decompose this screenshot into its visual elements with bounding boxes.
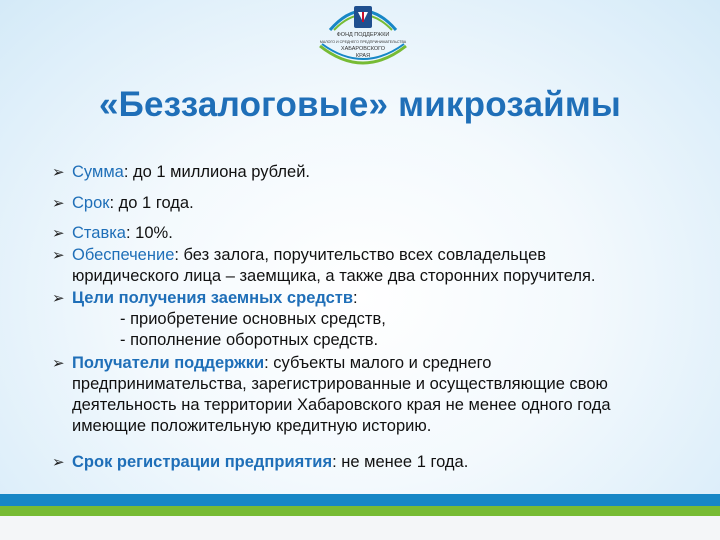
item-continuation: имеющие положительную кредитную историю. — [72, 417, 432, 435]
footer-band-blue — [0, 494, 720, 506]
arrow-bullet-icon: ➢ — [52, 355, 65, 372]
footer-band-gray — [0, 516, 720, 540]
arrow-bullet-icon: ➢ — [52, 454, 65, 471]
emblem-icon — [318, 0, 408, 74]
item-value: : 10%. — [126, 224, 173, 242]
page-title: «Беззалоговые» микрозаймы — [98, 85, 622, 124]
arrow-bullet-icon: ➢ — [52, 225, 65, 242]
item-value: : не менее 1 года. — [332, 453, 469, 471]
arrow-bullet-icon: ➢ — [52, 195, 65, 212]
arrow-bullet-icon: ➢ — [52, 247, 65, 264]
item-value: : — [353, 289, 358, 307]
fund-logo — [318, 0, 408, 74]
item-keyword: Срок регистрации предприятия — [72, 453, 333, 471]
item-value: : без залога, поручительство всех совладельцев — [174, 246, 547, 264]
logo-line-4: КРАЯ — [355, 53, 371, 59]
item-continuation: предпринимательства, зарегистрированные и осуществляющие свою — [72, 375, 608, 393]
sub-item: - приобретение основных средств, — [120, 310, 386, 328]
list-item-purposes — [52, 288, 386, 351]
logo-line-3: ХАБАРОВСКОГО — [340, 46, 386, 52]
list-item-recipients — [52, 353, 611, 437]
item-keyword: Обеспечение — [72, 246, 175, 264]
item-keyword: Цели получения заемных средств — [72, 289, 354, 307]
item-continuation: деятельность на территории Хабаровского края не менее одного года — [72, 396, 611, 414]
list-item-term — [52, 193, 194, 214]
item-keyword: Сумма — [72, 163, 124, 181]
list-item-collateral — [52, 245, 595, 287]
item-continuation: юридического лица – заемщика, а также два сторонних поручителя. — [72, 267, 596, 285]
item-keyword: Получатели поддержки — [72, 354, 265, 372]
list-item-amount — [52, 162, 310, 183]
item-keyword: Ставка — [72, 224, 126, 242]
list-item-rate — [52, 223, 173, 244]
item-keyword: Срок — [72, 194, 110, 212]
list-item-registration — [52, 452, 468, 473]
item-value: : до 1 миллиона рублей. — [123, 163, 310, 181]
arrow-bullet-icon: ➢ — [52, 290, 65, 307]
logo-line-2: МАЛОГО И СРЕДНЕГО ПРЕДПРИНИМАТЕЛЬСТВА — [319, 40, 407, 44]
item-value: : до 1 года. — [109, 194, 194, 212]
item-value: : субъекты малого и среднего — [264, 354, 492, 372]
logo-line-1: ФОНД ПОДДЕРЖКИ — [336, 32, 390, 38]
footer-band-green — [0, 506, 720, 516]
sub-item: - пополнение оборотных средств. — [120, 331, 379, 349]
arrow-bullet-icon: ➢ — [52, 164, 65, 181]
